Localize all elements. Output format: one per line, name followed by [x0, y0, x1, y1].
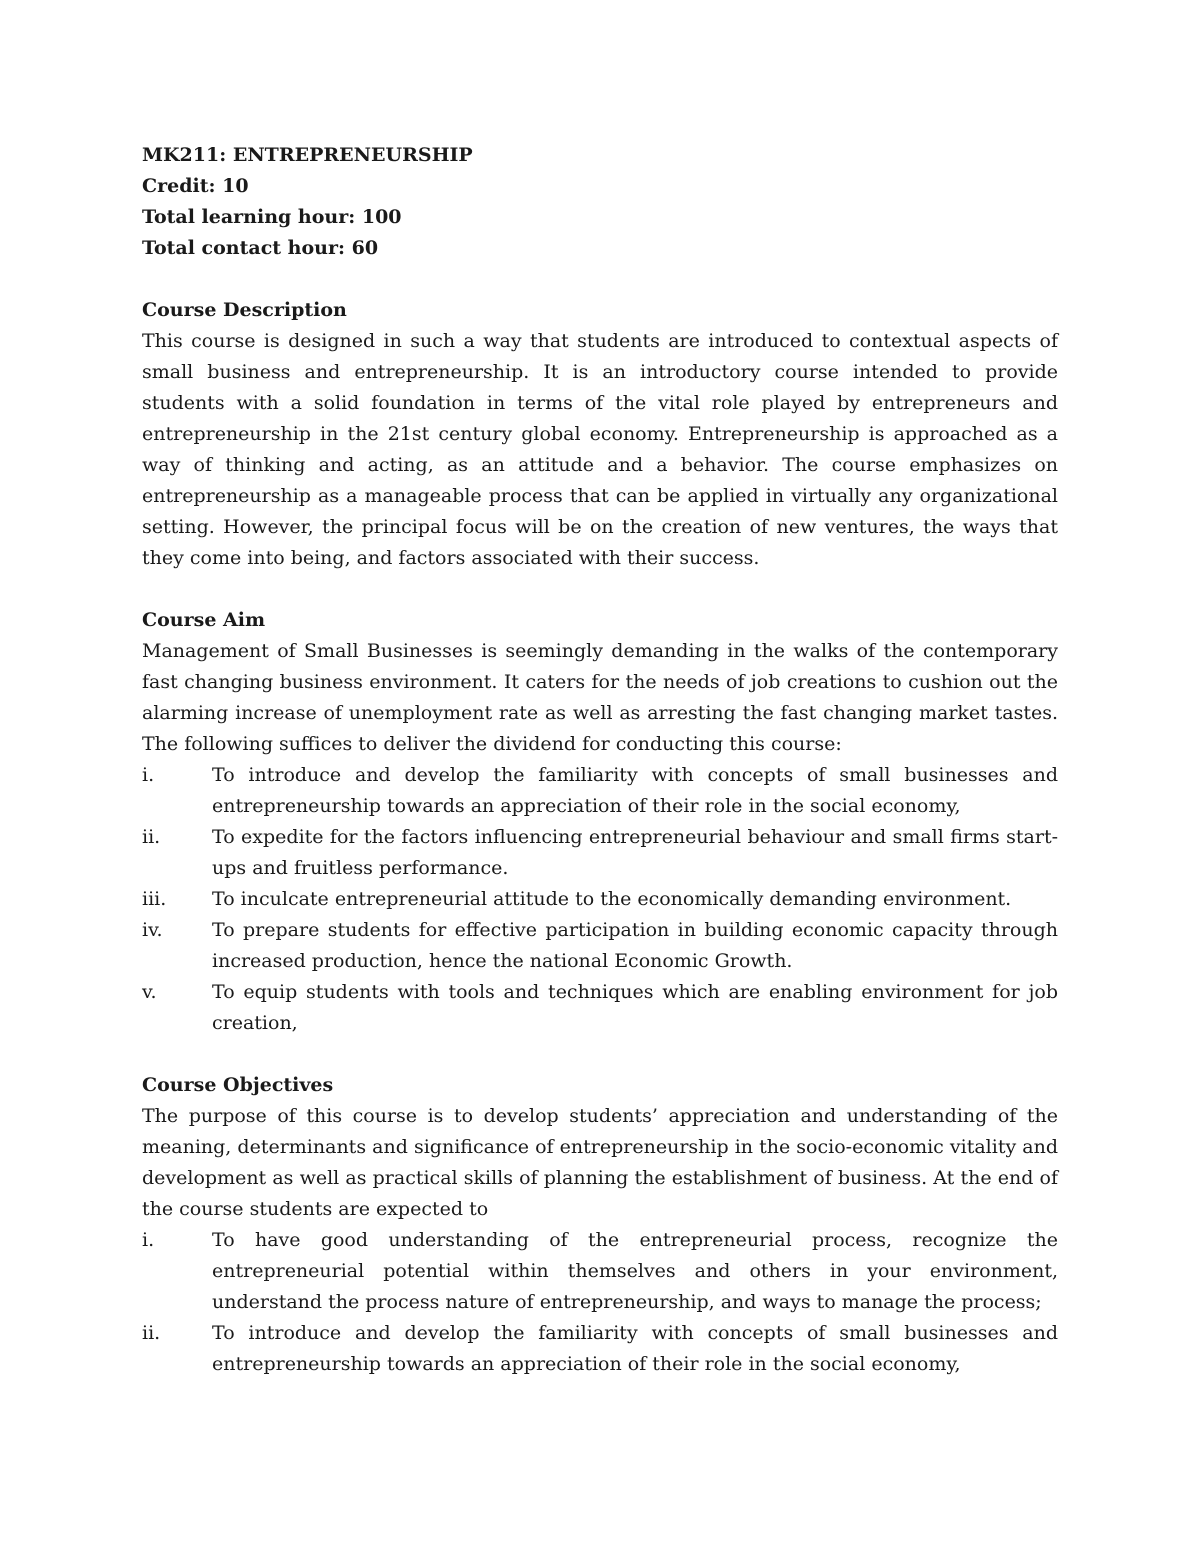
list-item [142, 915, 1058, 977]
course-objectives-heading: Course Objectives [142, 1074, 334, 1096]
course-credit: Credit: 10 [142, 175, 249, 197]
spacer [142, 264, 1058, 295]
course-aim-heading: Course Aim [142, 609, 266, 631]
course-description-heading: Course Description [142, 299, 347, 321]
list-item-text: To inculcate entrepreneurial attitude to the economically demanding environment. [212, 888, 1012, 910]
list-item [142, 760, 1058, 822]
list-item-number: i. [142, 1229, 155, 1251]
list-item-text: To prepare students for effective participation in building economic capacity through increased production, hence the national Economic Growth. [212, 919, 1058, 972]
total-learning-hour: Total learning hour: 100 [142, 206, 402, 228]
list-item-text: To expedite for the factors influencing entrepreneurial behaviour and small firms start-ups and fruitless performance. [212, 826, 1058, 879]
list-item-text: To equip students with tools and techniques which are enabling environment for job creation, [212, 981, 1058, 1034]
course-objectives-text: The purpose of this course is to develop students’ appreciation and understanding of the meaning, determinants and significance of entrepreneurship in the socio-economic vitality and development as well as practical skills of planning the establishment of business. At the end of the course students are expected to [142, 1105, 1058, 1220]
list-item-number: ii. [142, 1322, 161, 1344]
course-aim-text: Management of Small Businesses is seemingly demanding in the walks of the contemporary fast changing business environment. It caters for the needs of job creations to cushion out the alarming increase of unemployment rate as well as arresting the fast changing market tastes. The following suffices to deliver the dividend for conducting this course: [142, 640, 1058, 755]
list-item-number: ii. [142, 826, 161, 848]
list-item-text: To introduce and develop the familiarity with concepts of small businesses and entrepreneurship towards an appreciation of their role in the social economy, [212, 1322, 1058, 1375]
list-item-number: iii. [142, 888, 167, 910]
course-code: MK211: ENTREPRENEURSHIP [142, 144, 473, 166]
list-item [142, 884, 1058, 915]
spacer [142, 1039, 1058, 1070]
list-item-text: To introduce and develop the familiarity with concepts of small businesses and entrepreneurship towards an appreciation of their role in the social economy, [212, 764, 1058, 817]
course-objectives-list [142, 1225, 1058, 1380]
list-item-number: i. [142, 764, 155, 786]
list-item [142, 1318, 1058, 1380]
total-contact-hour: Total contact hour: 60 [142, 237, 379, 259]
course-aim-list [142, 760, 1058, 1039]
course-description-text: This course is designed in such a way that students are introduced to contextual aspects of small business and entrepreneurship. It is an introductory course intended to provide students with a solid foundation in terms of the vital role played by entrepreneurs and entrepreneurship in the 21st century global economy. Entrepreneurship is approached as a way of thinking and acting, as an attitude and a behavior. The course emphasizes on entrepreneurship as a manageable process that can be applied in virtually any organizational setting. However, the principal focus will be on the creation of new ventures, the ways that they come into being, and factors associated with their success. [142, 330, 1058, 569]
list-item [142, 822, 1058, 884]
spacer [142, 574, 1058, 605]
list-item [142, 1225, 1058, 1318]
list-item-text: To have good understanding of the entrepreneurial process, recognize the entrepreneurial potential within themselves and others in your environment, understand the process nature of entrepreneurship, and ways to manage the process; [212, 1229, 1058, 1313]
list-item [142, 977, 1058, 1039]
document-page [142, 140, 1058, 1380]
list-item-number: v. [142, 981, 157, 1003]
list-item-number: iv. [142, 919, 163, 941]
